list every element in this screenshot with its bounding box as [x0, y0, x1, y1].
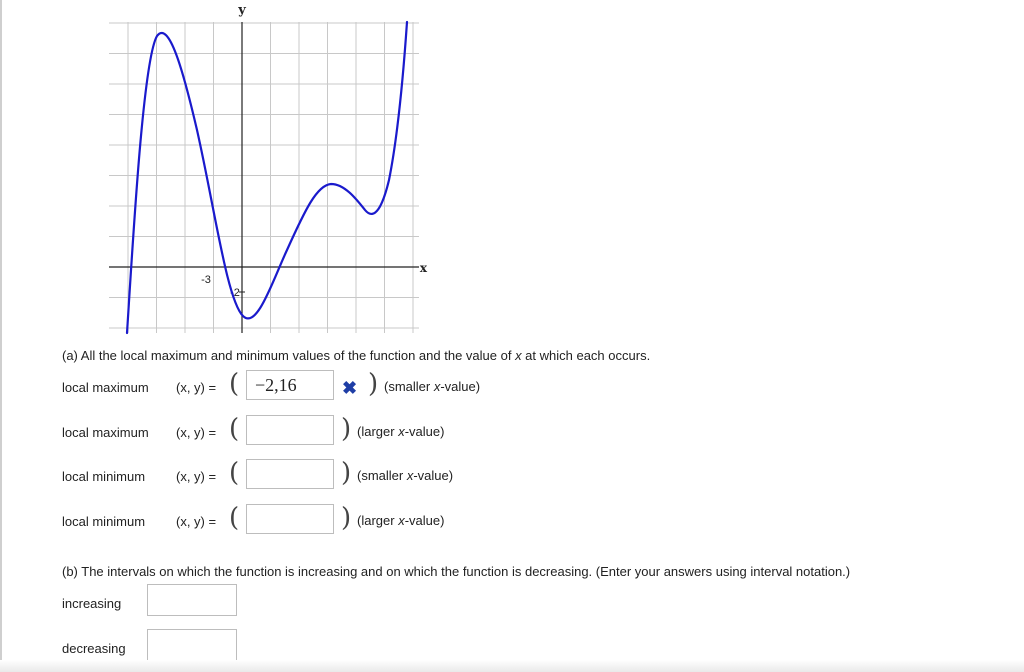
local-min-2-input[interactable]	[246, 504, 334, 534]
part-a-prompt: (a) All the local maximum and minimum values of the function and the value of x at which each occurs.	[62, 348, 651, 363]
incorrect-x-icon: ✖	[342, 378, 358, 398]
row-2-note: (larger x-value)	[357, 424, 445, 439]
open-paren: (	[229, 414, 240, 444]
page-left-border	[0, 0, 2, 672]
close-paren: )	[341, 458, 352, 488]
close-paren: )	[341, 503, 352, 533]
function-graph	[105, 0, 425, 340]
row-1-xy-label: (x, y) =	[176, 380, 217, 395]
y-axis-label: y	[238, 3, 246, 18]
row-1-note: (smaller x-value)	[384, 379, 481, 394]
increasing-input[interactable]	[147, 584, 237, 616]
x-axis-label: x	[419, 261, 427, 275]
row-4-xy-label: (x, y) =	[176, 514, 217, 529]
tick-label-neg3: -3	[201, 274, 211, 286]
row-2-label: local maximum	[62, 425, 149, 440]
close-paren: )	[368, 369, 379, 399]
row-3-label: local minimum	[62, 469, 146, 484]
row-4-label: local minimum	[62, 514, 146, 529]
row-3-xy-label: (x, y) =	[176, 469, 217, 484]
open-paren: (	[229, 458, 240, 488]
function-curve	[127, 22, 407, 333]
increasing-label: increasing	[62, 596, 122, 611]
row-4-note: (larger x-value)	[357, 513, 445, 528]
row-2-xy-label: (x, y) =	[176, 425, 217, 440]
open-paren: (	[229, 369, 240, 399]
close-paren: )	[341, 414, 352, 444]
local-min-1-input[interactable]	[246, 459, 334, 489]
tick-label-neg2: -2	[230, 287, 240, 299]
part-b-prompt: (b) The intervals on which the function is increasing and on which the function is decreasing. (Enter your answers using interval notation.)	[62, 564, 851, 579]
row-3-note: (smaller x-value)	[357, 468, 454, 483]
decreasing-label: decreasing	[62, 641, 126, 656]
local-max-2-input[interactable]	[246, 415, 334, 445]
decreasing-input[interactable]	[147, 629, 237, 661]
row-1-label: local maximum	[62, 380, 149, 395]
local-max-1-input[interactable]: −2,16	[246, 370, 334, 400]
graph-grid	[109, 22, 419, 333]
bottom-shadow	[0, 660, 1024, 672]
open-paren: (	[229, 503, 240, 533]
